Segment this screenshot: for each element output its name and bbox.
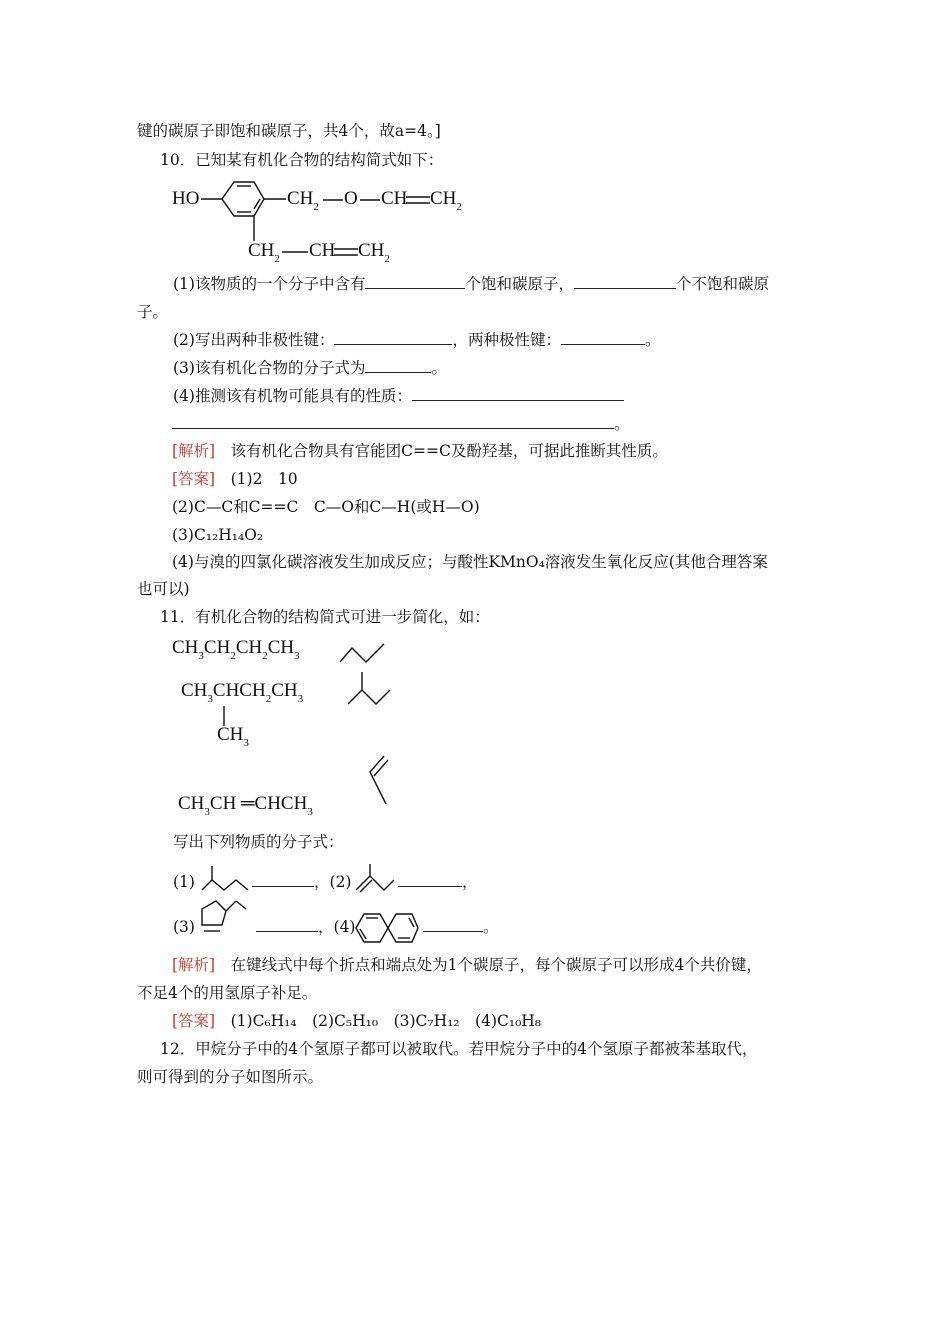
q10-ch2-d: $CH_2$	[358, 240, 390, 265]
question-10-stem: 10．已知某有机化合物的结构简式如下：	[160, 151, 444, 169]
q10-bond-1	[321, 188, 345, 212]
q11-item-1-label: (1)	[173, 873, 195, 891]
q10-ch-a: CH	[381, 188, 408, 209]
answer-blank[interactable]	[172, 414, 614, 429]
example-butene-formula: $CH_3CH$ $═CHCH_3$	[178, 793, 313, 818]
q10-part-2: (2)写出两种非极性键： ，两种极性键： 。	[173, 331, 661, 349]
q10-double-bond-1	[405, 188, 431, 212]
q10-answer-4-cont: 也可以)	[137, 580, 190, 598]
q11-answer: [答案] (1)C₆H₁₄ (2)C₅H₁₀ (3)C₇H₁₂ (4)C₁₀H₈	[172, 1012, 542, 1030]
example-butane-skeletal	[338, 640, 388, 666]
q11-item-2-skeletal	[354, 862, 396, 894]
q10-answer-1: [答案] (1)2 10	[172, 470, 298, 488]
q10-analysis: [解析] 该有机化合物具有官能团C==C及酚羟基，可据此推断其性质。	[172, 442, 668, 460]
answer-blank[interactable]	[334, 330, 452, 345]
q10-oxygen: O	[344, 188, 358, 209]
q10-answer-4: (4)与溴的四氯化碳溶液发生加成反应；与酸性KMnO₄溶液发生氧化反应(其他合理答案	[172, 553, 768, 571]
answer-blank[interactable]	[561, 330, 645, 345]
answer-blank[interactable]	[365, 358, 431, 373]
q11-analysis-cont: 不足4个的用氢原子补足。	[137, 984, 318, 1002]
example-butene-skeletal	[360, 754, 392, 806]
q11-item-3-label: (3)	[173, 918, 195, 936]
q10-bond-2	[358, 188, 382, 212]
example-butane-formula: $CH_3CH_2CH_2CH_3$	[172, 637, 300, 662]
q11-analysis: [解析] 在键线式中每个折点和端点处为1个碳原子，每个碳原子可以形成4个共价键，	[172, 956, 762, 974]
q11-item-1-blank-row: ，(2)	[252, 872, 351, 892]
q10-double-bond-2	[333, 240, 359, 264]
example-methylbutane-skeletal	[346, 670, 392, 708]
answer-blank[interactable]	[398, 872, 462, 887]
q10-part-1: (1)该物质的一个分子中含有 个饱和碳原子， 个不饱和碳原	[173, 275, 769, 293]
q10-answer-3: (3)C₁₂H₁₄O₂	[172, 526, 264, 544]
q11-item-3-blank-row: ，(4)	[256, 917, 355, 937]
question-12-stem-cont: 则可得到的分子如图所示。	[137, 1068, 324, 1086]
q10-bond-3	[280, 240, 310, 264]
q10-part-3: (3)该有机化合物的分子式为 。	[173, 359, 447, 377]
example-methylbutane-formula: $CH_3CHCH_2CH_3$	[181, 680, 304, 705]
q11-item-2-blank-row: ，	[398, 872, 478, 892]
q10-structure-ho: HO	[172, 188, 200, 209]
q10-part-1-cont: 子。	[137, 303, 169, 321]
answer-blank[interactable]	[412, 386, 624, 401]
q10-answer-2: (2)C—C和C==C C—O和C—H(或H—O)	[172, 498, 480, 516]
q10-ch2-a: $CH_2$	[287, 188, 319, 213]
q11-item-4-blank-row: 。	[423, 917, 499, 937]
q11-item-4-naphthalene	[352, 908, 420, 948]
q11-instruction: 写出下列物质的分子式：	[173, 833, 344, 851]
answer-blank[interactable]	[256, 917, 318, 932]
q11-item-1-skeletal	[200, 864, 250, 894]
answer-blank[interactable]	[423, 917, 483, 932]
example-methylbutane-branch: $CH_3$	[217, 724, 249, 749]
answer-blank[interactable]	[365, 274, 465, 289]
q10-part-4-cont: 。	[172, 414, 630, 434]
q10-part-4: (4)推测该有机物可能具有的性质：	[173, 386, 624, 406]
question-11-stem: 11．有机化合物的结构简式可进一步简化，如：	[160, 608, 490, 626]
q10-benzene-ring	[198, 175, 288, 245]
answer-blank[interactable]	[574, 274, 676, 289]
continuation-line: 键的碳原子即饱和碳原子，共4个，故a=4。]	[137, 122, 441, 140]
question-12-stem: 12．甲烷分子中的4个氢原子都可以被取代。若甲烷分子中的4个氢原子都被苯基取代，	[160, 1040, 758, 1058]
q10-ch2-b: $CH_2$	[430, 188, 462, 213]
answer-blank[interactable]	[252, 872, 314, 887]
q10-ch-b: CH	[309, 240, 336, 261]
q11-item-3-skeletal	[198, 895, 250, 941]
q10-ch2-c: $CH_2$	[248, 240, 280, 265]
